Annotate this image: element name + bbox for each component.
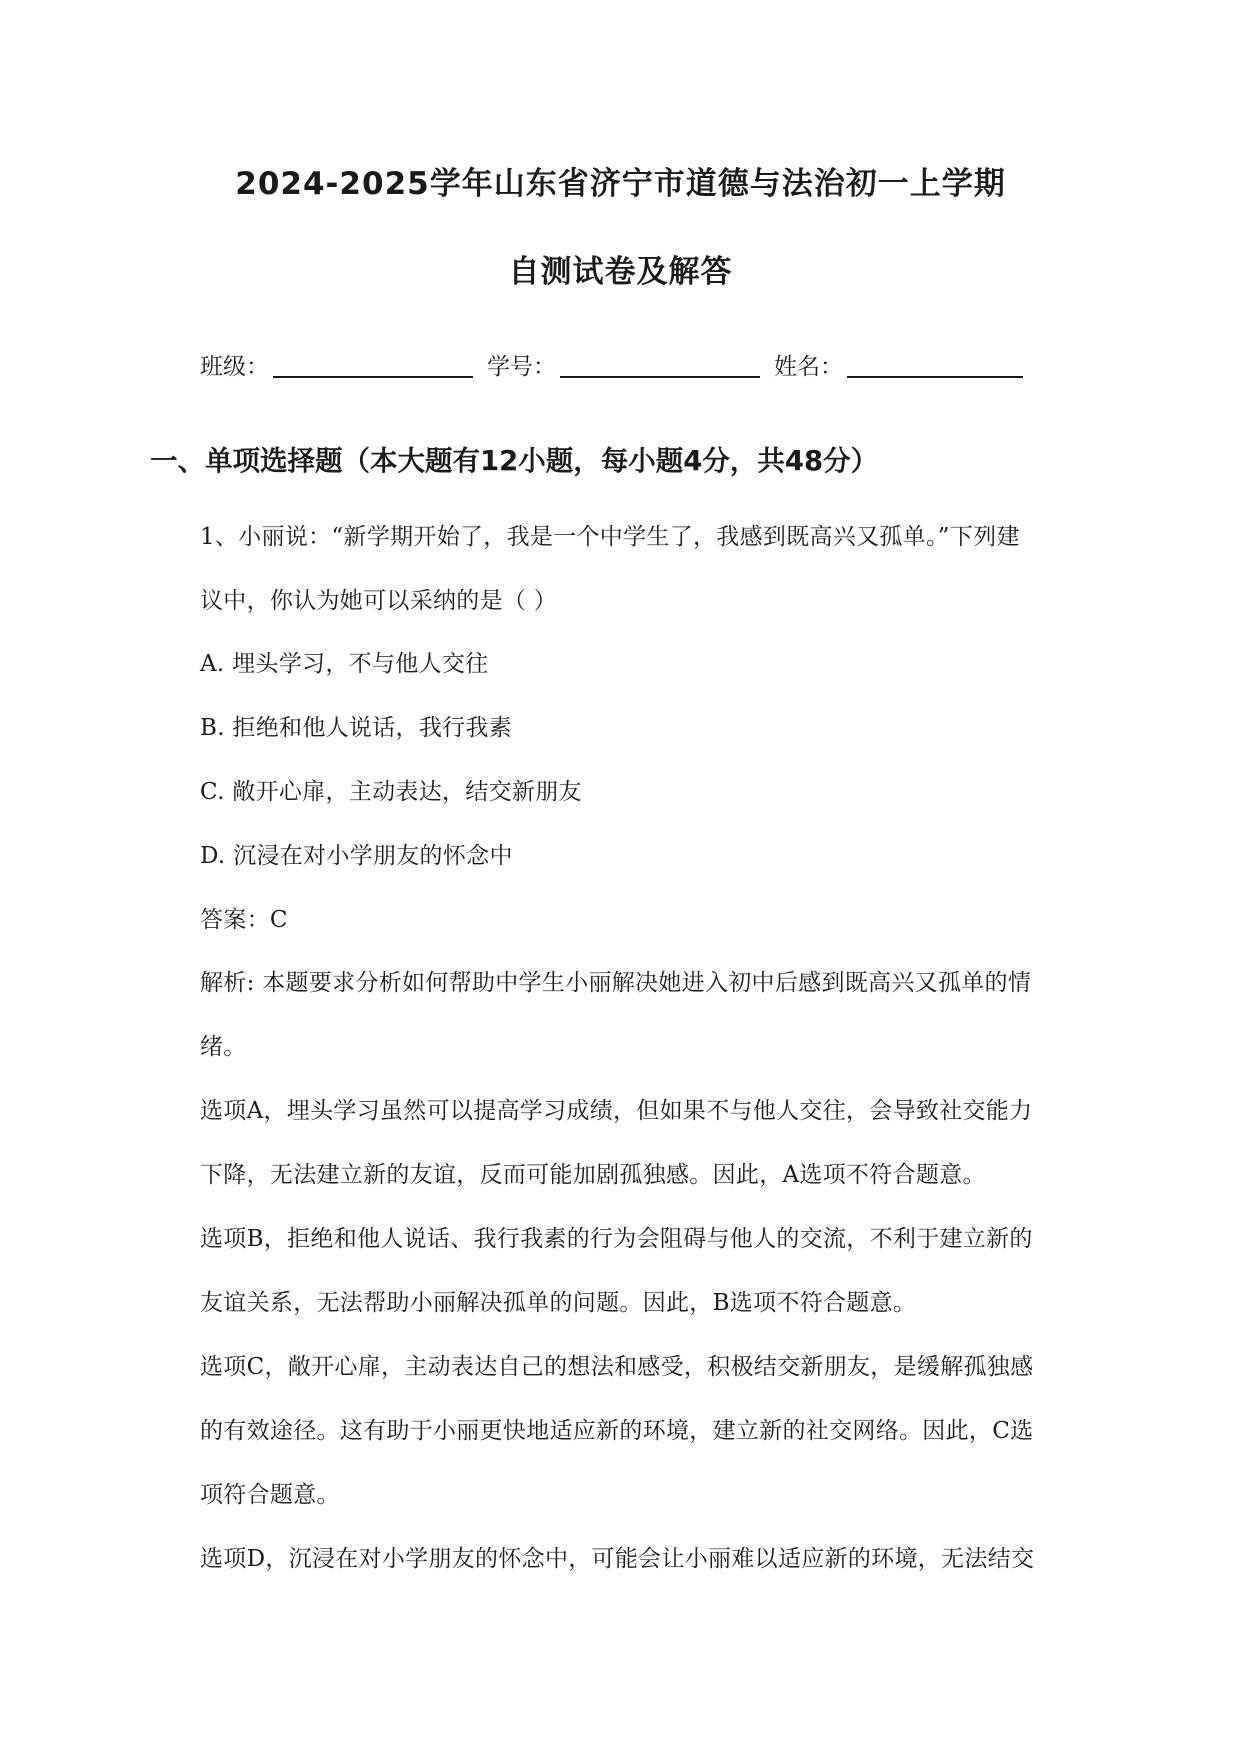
document-title-line1: 2024-2025学年山东省济宁市道德与法治初一上学期	[235, 166, 1006, 202]
analysis-line: 友谊关系，无法帮助小丽解决孤单的问题。因此，B选项不符合题意。	[200, 1290, 917, 1316]
analysis-line: 下降，无法建立新的友谊，反而可能加剧孤独感。因此，A选项不符合题意。	[200, 1162, 986, 1188]
student-id-blank	[560, 376, 760, 378]
name-label: 姓名：	[774, 354, 843, 380]
analysis-line: 选项A，埋头学习虽然可以提高学习成绩，但如果不与他人交往，会导致社交能力	[200, 1098, 1033, 1124]
analysis-line: 绪。	[200, 1034, 247, 1060]
analysis-line: 项符合题意。	[200, 1482, 340, 1508]
option-a: A. 埋头学习，不与他人交往	[200, 651, 489, 677]
document-title-line2: 自测试卷及解答	[508, 254, 733, 290]
answer-line: 答案：C	[200, 907, 288, 933]
analysis-line: 解析: 本题要求分析如何帮助中学生小丽解决她进入初中后感到既高兴又孤单的情	[200, 970, 1032, 996]
analysis-line: 的有效途径。这有助于小丽更快地适应新的环境，建立新的社交网络。因此，C选	[200, 1418, 1034, 1444]
analysis-line: 选项D，沉浸在对小学朋友的怀念中，可能会让小丽难以适应新的环境，无法结交	[200, 1546, 1035, 1572]
question-stem-line1: 1、小丽说：“新学期开始了，我是一个中学生了，我感到既高兴又孤单。”下列建	[200, 524, 1020, 550]
question-stem-line2: 议中，你认为她可以采纳的是（ ）	[200, 588, 558, 614]
option-d: D. 沉浸在对小学朋友的怀念中	[200, 843, 513, 869]
student-id-label: 学号：	[487, 354, 556, 380]
option-c: C. 敞开心扉，主动表达，结交新朋友	[200, 779, 582, 805]
name-blank	[847, 376, 1023, 378]
class-blank	[273, 376, 473, 378]
analysis-line: 选项B，拒绝和他人说话、我行我素的行为会阻碍与他人的交流，不利于建立新的	[200, 1226, 1033, 1252]
class-label: 班级：	[200, 354, 269, 380]
option-b: B. 拒绝和他人说话，我行我素	[200, 715, 513, 741]
analysis-line: 选项C，敞开心扉，主动表达自己的想法和感受，积极结交新朋友，是缓解孤独感	[200, 1354, 1034, 1380]
section-heading: 一、单项选择题（本大题有12小题，每小题4分，共48分）	[150, 445, 879, 477]
student-info-line	[200, 348, 1023, 381]
